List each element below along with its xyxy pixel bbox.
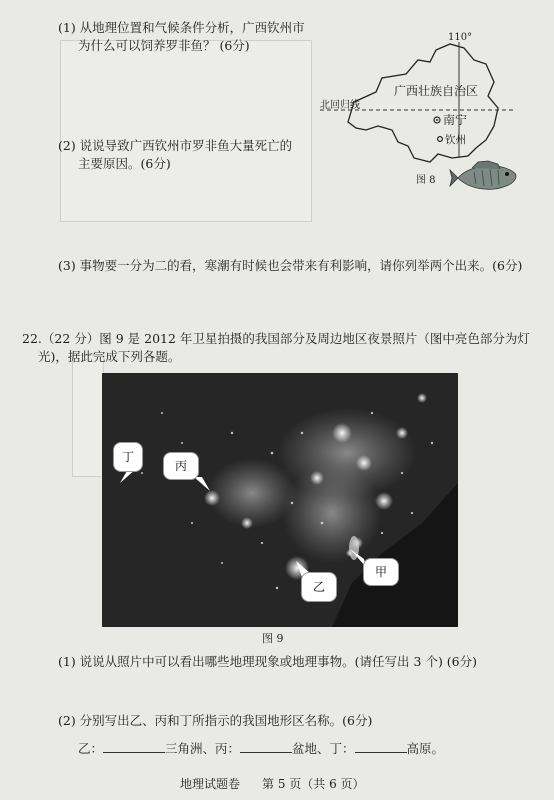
night-lights-image — [102, 373, 458, 627]
figure-9-caption: 图 9 — [262, 632, 284, 645]
q21-part1-line2: 为什么可以饲养罗非鱼？ (6分) — [78, 38, 250, 53]
q22-answer-line — [78, 740, 444, 758]
figure-8-map — [318, 30, 518, 198]
bleed-through-table — [72, 355, 104, 477]
nanning-label: 南宁 — [443, 113, 468, 127]
q22-intro-line1: 22.（22 分）图 9 是 2012 年卫星拍摄的我国部分及周边地区夜景照片（图中亮色部分为灯 — [22, 331, 530, 346]
bleed-through-box — [60, 40, 312, 222]
answer-blank-bing[interactable] — [240, 740, 292, 753]
answer-plateau-label: 高原。 — [406, 741, 445, 756]
answer-blank-yi[interactable] — [103, 740, 165, 753]
q21-part2-line1: (2) 说说导致广西钦州市罗非鱼大量死亡的 — [58, 138, 293, 153]
tilapia-fish-icon — [450, 161, 516, 189]
figure-8-caption: 图 8 — [416, 175, 436, 186]
footer-exam-title: 地理试题卷 — [180, 777, 241, 791]
footer-page-number: 第 5 页（共 6 页） — [262, 777, 365, 791]
guangxi-boundary — [348, 44, 498, 162]
qinzhou-marker — [438, 137, 443, 142]
answer-basin-label: 盆地、丁： — [292, 741, 355, 756]
tropic-label: 北回归线 — [320, 100, 360, 111]
longitude-label: 110° — [448, 32, 473, 43]
q22-intro-line2: 光)，据此完成下列各题。 — [38, 349, 181, 364]
label-jia: 甲 — [364, 559, 398, 585]
q21-part3: (3) 事物要一分为二的看，寒潮有时候也会带来有利影响，请你列举两个出来。(6分) — [58, 258, 523, 273]
label-yi: 乙 — [302, 573, 336, 601]
q22-part2: (2) 分别写出乙、丙和丁所指示的我国地形区名称。(6分) — [58, 713, 373, 728]
q22-part1: (1) 说说从照片中可以看出哪些地理现象或地理事物。(请任写出 3 个) (6分) — [58, 654, 478, 669]
label-ding: 丁 — [114, 443, 142, 471]
label-bing: 丙 — [164, 453, 198, 479]
q21-part1-line1: (1) 从地理位置和气候条件分析，广西钦州市 — [58, 20, 305, 35]
qinzhou-label: 钦州 — [445, 134, 466, 146]
guangxi-label: 广西壮族自治区 — [394, 84, 479, 98]
q21-part2-line2: 主要原因。(6分) — [78, 156, 171, 171]
figure-9-night-photo — [102, 373, 458, 627]
answer-blank-ding[interactable] — [355, 740, 407, 753]
answer-yi-label: 乙： — [78, 741, 104, 756]
answer-delta-label: 三角洲、丙： — [165, 741, 241, 756]
